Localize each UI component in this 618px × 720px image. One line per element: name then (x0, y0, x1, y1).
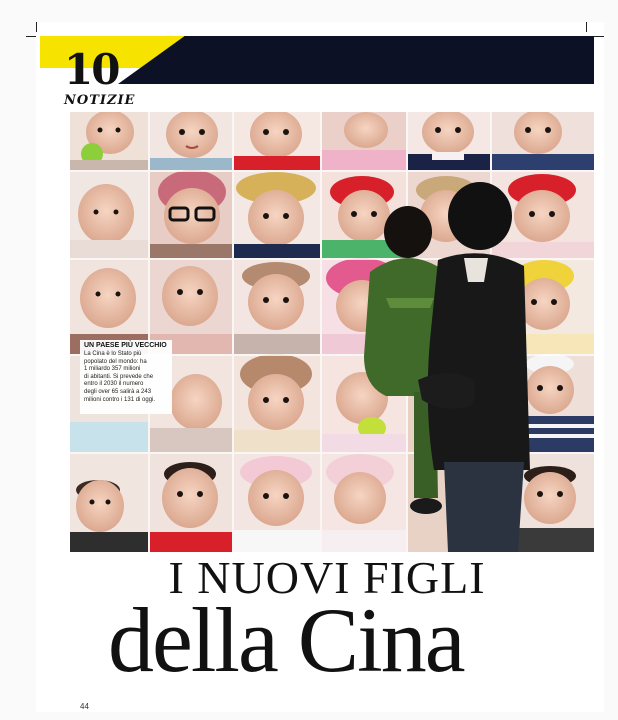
cover-photo (70, 112, 594, 552)
issue-number: 10 (64, 45, 119, 94)
caption-line: milioni contro i 131 di oggi. (84, 396, 156, 403)
headline-line-2: della Cina (108, 589, 464, 691)
caption-box (80, 340, 172, 414)
caption-line: 1 miliardo 357 milioni (84, 366, 141, 373)
crop-mark-top-left (36, 22, 37, 32)
crop-mark-top-right-h (594, 36, 604, 37)
headline-line-1: I NUOVI FIGLI (168, 552, 486, 603)
caption-heading: UN PAESE PIÙ VECCHIO (84, 342, 167, 349)
header-bar (118, 36, 594, 84)
crop-mark-top-left-h (26, 36, 36, 37)
section-label: NOTIZIE (64, 93, 136, 108)
caption-line: popolato del mondo: ha (84, 358, 147, 365)
crop-mark-top-right (586, 22, 587, 32)
caption-line: La Cina è lo Stato più (84, 351, 142, 357)
caption-line: entro il 2030 il numero (84, 381, 144, 388)
baby-tile (70, 112, 148, 170)
page-number: 44 (80, 702, 89, 711)
caption-line: di abitanti. Si prevede che (84, 373, 154, 380)
baby-wall-illustration (70, 112, 594, 552)
caption-line: degli over 65 salirà a 243 (84, 388, 152, 395)
